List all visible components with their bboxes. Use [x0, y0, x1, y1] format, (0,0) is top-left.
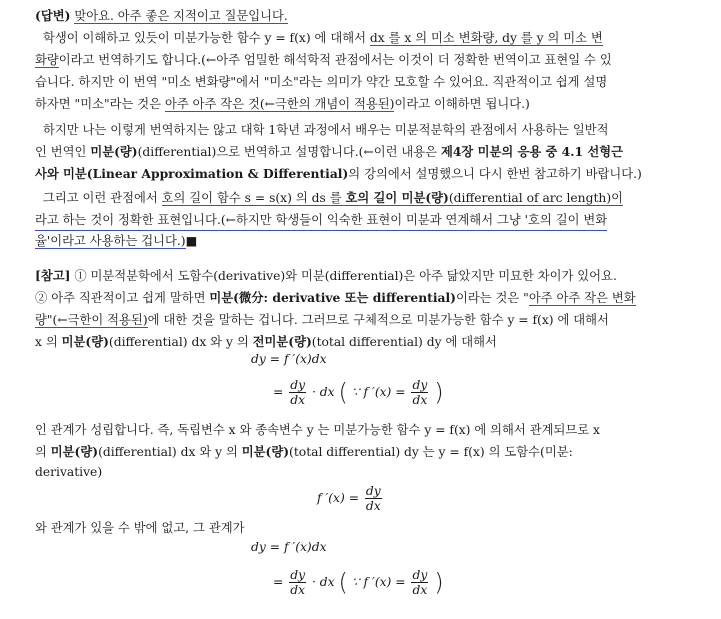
end-mark: ■ [185, 234, 198, 248]
answer-line-4: 습니다. 하지만 이 번역 "미소 변화량"에서 "미소"라는 의미가 약간 모호할 수 있어요. 직관적이고 쉽게 설명 [35, 75, 608, 89]
answer-line-3 [35, 50, 612, 70]
reference-underline-text: 아주 아주 작은 변화 [528, 291, 636, 305]
equation-text: f ′(x) = [317, 491, 359, 505]
fraction-denominator: dx [365, 499, 381, 513]
answer-line-6: 하지만 나는 이렇게 번역하지는 않고 대학 1학년 과정에서 배우는 미분적분학의 관점에서 사용하는 일반적 [43, 123, 609, 137]
answer-underline-text: 호의 길이 함수 s = s(x) 의 ds 를 [161, 191, 346, 205]
fraction-numerator: dy [412, 568, 428, 582]
fraction [289, 378, 306, 407]
reference-line-7: derivative) [35, 465, 103, 479]
equation-text: · dx [311, 575, 335, 589]
reference-line-2 [35, 288, 636, 308]
answer-underline-text: dx 를 x 의 미소 변화량, dy 를 y 의 미소 변 [369, 31, 603, 45]
reference-text: ② 아주 직관적이고 쉽게 말하면 [35, 291, 210, 305]
equation-text: dy = f ′(x)dx [251, 352, 327, 366]
answer-line-8 [35, 164, 642, 184]
answer-text: 그리고 이런 관점에서 [43, 191, 162, 205]
reference-line-5: 인 관계가 성립합니다. 즉, 독립변수 x 와 종속변수 y 는 미분가능한 함수 y = f(x) 에 의해서 관계되므로 x [35, 423, 600, 437]
answer-text: 하자면 "미소"라는 것은 [35, 97, 165, 111]
answer-line-11 [35, 231, 197, 251]
reference-line-6 [35, 442, 573, 462]
left-paren: ( [338, 378, 348, 407]
fraction-denominator: dx [412, 583, 428, 597]
reference-text: 에 대한 것을 말하는 겁니다. 그러므로 구체적으로 미분가능한 함수 y = f(x) 에 대해서 [147, 313, 609, 327]
because-text: ∵ f ′(x) = [351, 575, 406, 589]
reference-text: (total differential) dy 에 대해서 [311, 335, 497, 349]
answer-line-1 [35, 6, 288, 26]
fraction [411, 568, 428, 597]
answer-line-10: 라고 하는 것이 정확한 표현입니다.(←하지만 학생들이 익숙한 표현이 미분과 연계해서 그냥 '호의 길이 변화 [35, 210, 607, 231]
reference-bold-text: 미분(량) [50, 444, 99, 459]
reference-bold-text: 전미분(량) [252, 334, 312, 349]
equals-sign: = [273, 385, 284, 399]
answer-line-5 [35, 94, 530, 114]
fraction [289, 568, 306, 597]
answer-bold-text: 사와 미분(Linear Approximation & Differential) [35, 166, 349, 181]
reference-line-3 [35, 310, 609, 330]
fraction [365, 484, 382, 513]
answer-intro: 맞아요. 아주 좋은 지적이고 질문입니다. [74, 9, 288, 23]
answer-text: 이라고 이해하면 됩니다.) [394, 97, 530, 111]
answer-text: (differential)으로 번역하고 설명합니다.(←이런 내용은 [137, 145, 441, 159]
answer-line-9 [43, 188, 623, 208]
reference-underline-text: 량"(←극한이 적용된) [35, 313, 148, 327]
equation-dy [251, 352, 327, 366]
fraction-numerator: dy [412, 378, 428, 392]
fraction-numerator: dy [290, 378, 306, 392]
reference-text: ① 미분적분학에서 도함수(derivative)와 미분(differential)은 아주 닮았지만 미묘한 차이가 있어요. [74, 269, 617, 283]
answer-underline-text: (differential of arc length)이 [448, 191, 624, 205]
fraction-numerator: dy [290, 568, 306, 582]
answer-text: 인 번역인 [35, 145, 91, 159]
reference-text: (total differential) dy 는 y = f(x) 의 도함수(미분: [289, 445, 573, 459]
answer-bold-text: 미분(량) [90, 144, 138, 159]
reference-text: 의 [35, 445, 51, 459]
answer-underline-text: 율'이라고 사용하는 겁니다.) [35, 234, 186, 248]
equation-dy-repeat [251, 540, 327, 554]
answer-line-2 [43, 28, 603, 48]
equation-dy-over-dx [273, 378, 444, 407]
fraction-numerator: dy [365, 484, 381, 498]
reference-line-8: 와 관계가 있을 수 밖에 없고, 그 관계가 [35, 521, 245, 535]
answer-text: 이라고 번역하기도 합니다.(←아주 엄밀한 해석학적 관점에서는 이것이 더 정확한 번역이고 표현일 수 있 [58, 53, 612, 67]
reference-line-4 [35, 332, 497, 352]
answer-underline-text: 화량 [35, 53, 59, 67]
answer-heading: (답변) [35, 8, 71, 23]
equation-text: · dx [311, 385, 335, 399]
equation-dy-over-dx-repeat [273, 568, 444, 597]
reference-bold-text: 미분(량) [241, 444, 290, 459]
answer-text: 의 강의에서 설명했으니 다시 한번 참고하기 바랍니다.) [348, 167, 642, 181]
reference-line-1 [35, 266, 617, 286]
equation-derivative [317, 484, 384, 513]
answer-underline-text: 아주 아주 작은 것(←극한의 개념이 적용된) [164, 97, 395, 111]
left-paren: ( [338, 568, 348, 597]
equation-text: dy = f ′(x)dx [251, 540, 327, 554]
reference-text: (differential) dx 와 y 의 [108, 335, 253, 349]
right-paren: ) [434, 378, 444, 407]
fraction-denominator: dx [290, 583, 306, 597]
answer-underline-group [162, 191, 623, 206]
answer-line-7 [35, 142, 623, 162]
because-text: ∵ f ′(x) = [351, 385, 406, 399]
reference-text: 이라는 것은 " [455, 291, 529, 305]
answer-text: 학생이 이해하고 있듯이 미분가능한 함수 y = f(x) 에 대해서 [43, 31, 370, 45]
reference-text: (differential) dx 와 y 의 [98, 445, 242, 459]
answer-bold-text: 호의 길이 미분(량) [345, 190, 449, 205]
reference-bold-text: 미분(량) [61, 334, 109, 349]
fraction-denominator: dx [290, 393, 306, 407]
fraction-denominator: dx [412, 393, 428, 407]
right-paren: ) [434, 568, 444, 597]
reference-heading: [참고] [35, 268, 71, 283]
reference-text: x 의 [35, 335, 62, 349]
fraction [411, 378, 428, 407]
answer-bold-text: 제4장 미분의 응용 중 4.1 선형근 [440, 144, 623, 159]
equals-sign: = [273, 575, 284, 589]
reference-bold-text: 미분(微分: derivative 또는 differential) [209, 290, 456, 305]
